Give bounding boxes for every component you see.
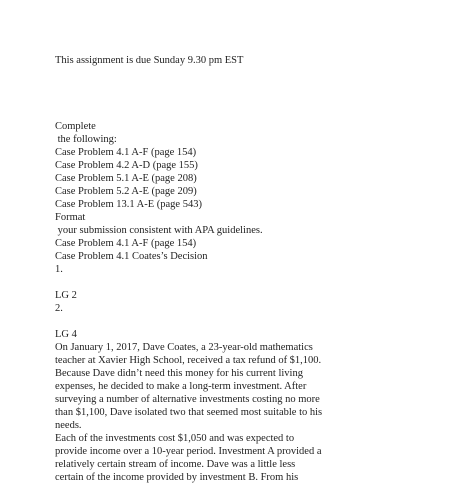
body-line: Case Problem 5.1 A-E (page 208) bbox=[55, 173, 197, 184]
body-line: relatively certain stream of income. Dave was a little less bbox=[55, 459, 296, 470]
body-line bbox=[55, 276, 322, 289]
body-line: your submission consistent with APA guidelines. bbox=[55, 225, 263, 236]
body-line: Format bbox=[55, 212, 86, 223]
body-line: LG 4 bbox=[55, 329, 77, 340]
body-line: Each of the investments cost $1,050 and was expected to bbox=[55, 433, 295, 444]
body-line: expenses, he decided to make a long-term investment. After bbox=[55, 381, 307, 392]
body-line: Case Problem 4.1 A-F (page 154) bbox=[55, 147, 197, 158]
body-line: provide income over a 10-year period. Investment A provided a bbox=[55, 446, 322, 457]
body-line: Complete bbox=[55, 121, 96, 132]
body-line: Case Problem 4.2 A-D (page 155) bbox=[55, 160, 198, 171]
body-line: certain of the income provided by investment B. From his bbox=[55, 472, 299, 483]
body-line bbox=[55, 315, 322, 328]
body-line: Case Problem 13.1 A-E (page 543) bbox=[55, 199, 202, 210]
body-line: Case Problem 5.2 A-E (page 209) bbox=[55, 186, 197, 197]
document-body bbox=[55, 120, 322, 484]
body-line: 2. bbox=[55, 303, 63, 314]
body-line: the following: bbox=[55, 134, 117, 145]
body-line: than $1,100, Dave isolated two that seemed most suitable to his bbox=[55, 407, 323, 418]
body-line: teacher at Xavier High School, received a tax refund of $1,100. bbox=[55, 355, 322, 366]
due-notice: This assignment is due Sunday 9.30 pm EST bbox=[55, 55, 244, 66]
body-line: Case Problem 4.1 A-F (page 154) bbox=[55, 238, 197, 249]
body-line: needs. bbox=[55, 420, 82, 431]
body-line: Because Dave didn’t need this money for his current living bbox=[55, 368, 303, 379]
body-line: surveying a number of alternative investments costing no more bbox=[55, 394, 320, 405]
body-line: LG 2 bbox=[55, 290, 77, 301]
body-line: 1. bbox=[55, 264, 63, 275]
body-line: On January 1, 2017, Dave Coates, a 23-year-old mathematics bbox=[55, 342, 313, 353]
body-line: Case Problem 4.1 Coates’s Decision bbox=[55, 251, 208, 262]
